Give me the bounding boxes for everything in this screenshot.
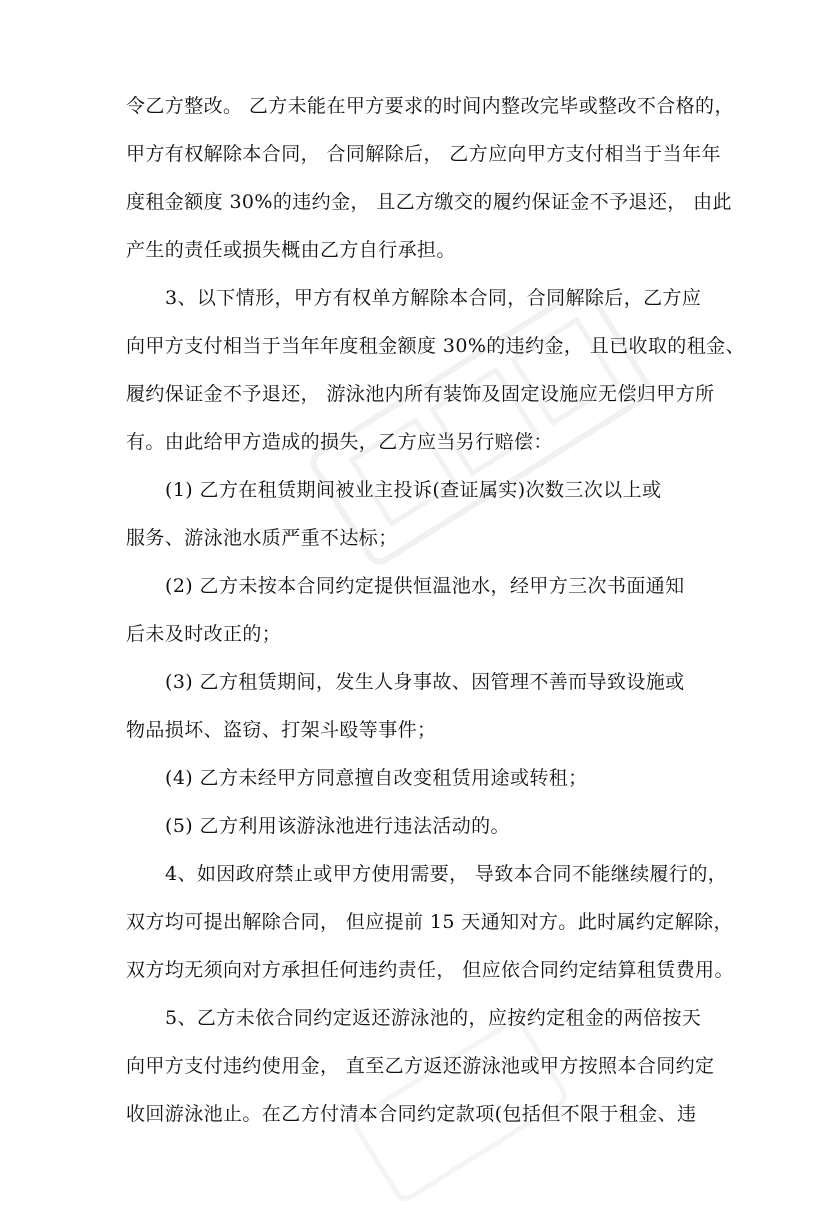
- text-line: (4) 乙方未经甲方同意擅自改变租赁用途或转租；: [165, 767, 588, 789]
- text-line: 收回游泳池止。在乙方付清本合同约定款项(包括但不限于租金、违: [126, 1103, 697, 1125]
- text-line: 服务、游泳池水质严重不达标；: [126, 527, 398, 549]
- text-line: 有。由此给甲方造成的损失，乙方应当另行赔偿：: [126, 431, 553, 453]
- text-line: 度租金额度 30%的违约金， 且乙方缴交的履约保证金不予退还， 由此: [126, 191, 732, 213]
- text-line: 3、以下情形，甲方有权单方解除本合同，合同解除后，乙方应: [165, 287, 702, 309]
- text-line: (3) 乙方租赁期间，发生人身事故、因管理不善而导致设施或: [165, 671, 685, 693]
- text-line: 4、如因政府禁止或甲方使用需要， 导致本合同不能继续履行的，: [165, 863, 728, 885]
- text-line: 双方均可提出解除合同， 但应提前 15 天通知对方。此时属约定解除，: [126, 911, 733, 933]
- text-line: 产生的责任或损失概由乙方自行承担。: [126, 239, 456, 261]
- text-line: 5、乙方未依合同约定返还游泳池的，应按约定租金的两倍按天: [165, 1007, 702, 1029]
- text-line: (2) 乙方未按本合同约定提供恒温池水，经甲方三次书面通知: [165, 575, 685, 597]
- text-line: 履约保证金不予退还， 游泳池内所有装饰及固定设施应无偿归甲方所: [126, 383, 715, 405]
- text-line: (1) 乙方在租赁期间被业主投诉(查证属实)次数三次以上或: [165, 479, 662, 501]
- text-line: (5) 乙方利用该游泳池进行违法活动的。: [165, 815, 510, 837]
- text-line: 双方均无须向对方承担任何违约责任， 但应依合同约定结算租赁费用。: [126, 959, 734, 981]
- text-line: 后未及时改正的；: [126, 623, 282, 645]
- text-line: 向甲方支付违约使用金， 直至乙方返还游泳池或甲方按照本合同约定: [126, 1055, 715, 1077]
- text-line: 向甲方支付相当于当年年度租金额度 30%的违约金， 且已收取的租金、: [126, 335, 745, 357]
- text-line: 甲方有权解除本合同， 合同解除后， 乙方应向甲方支付相当于当年年: [126, 143, 721, 165]
- text-line: 物品损坏、盗窃、打架斗殴等事件；: [126, 719, 437, 741]
- text-line: 令乙方整改。 乙方未能在甲方要求的时间内整改完毕或整改不合格的，: [126, 95, 734, 117]
